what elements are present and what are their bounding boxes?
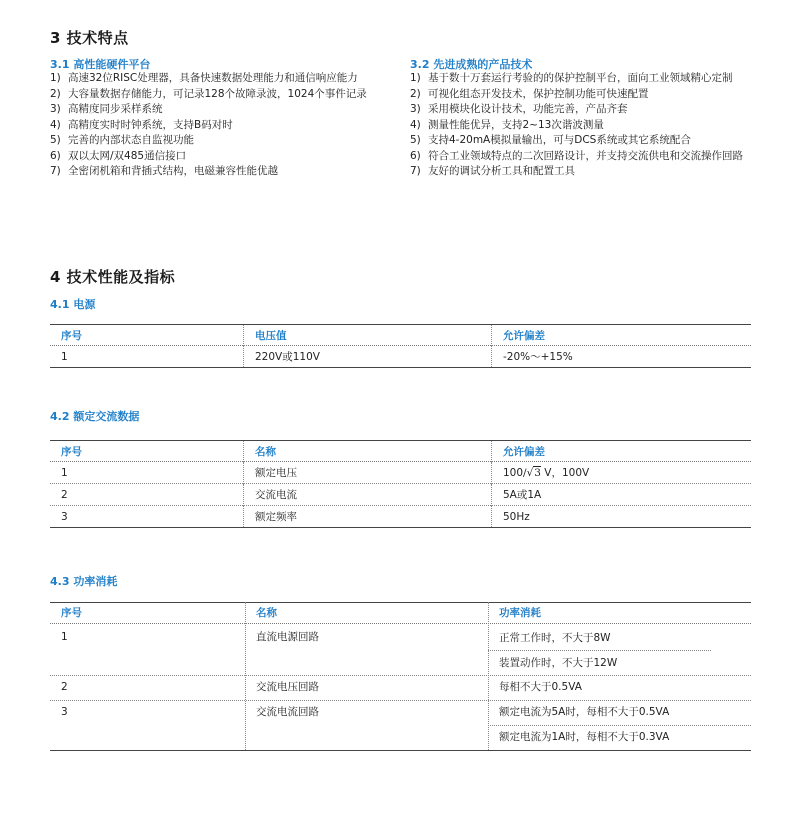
item-number: 7): [50, 165, 61, 177]
table-row: [50, 506, 751, 528]
item-text: 完善的内部状态自监视功能: [68, 134, 194, 146]
item-number: 2): [410, 87, 421, 100]
cell-tolerance: -20%～+15%: [492, 346, 752, 368]
item-text: 大容量数据存储能力，可记录128个故障录波，1024个事件记录: [68, 87, 367, 100]
cell-index: 1: [61, 350, 68, 363]
item-text: 高精度实时时钟系统，支持B码对时: [68, 118, 233, 131]
item-text: 全密闭机箱和背插式结构，电磁兼容性能优越: [68, 165, 278, 177]
power-supply-table: [50, 324, 751, 368]
cell-index: 3: [61, 706, 68, 718]
list-item: [50, 71, 400, 87]
list-item: [410, 149, 755, 165]
section-3-title: 3 技术特点: [50, 29, 129, 47]
list-item: [50, 133, 400, 149]
item-number: 1): [410, 72, 421, 84]
item-number: 5): [50, 134, 61, 146]
cell-index: 2: [61, 681, 68, 693]
list-item: [50, 87, 400, 103]
hardware-feature-list: [50, 71, 400, 180]
section-3-1-title: 3.1 高性能硬件平台: [50, 58, 151, 71]
item-text: 采用模块化设计技术，功能完善，产品齐套: [428, 103, 628, 115]
section-4-1-title: 4.1 电源: [50, 298, 96, 311]
table-bottom-rule: [50, 750, 751, 751]
item-number: 7): [410, 165, 421, 177]
col-header-index: 序号: [61, 445, 82, 458]
item-text: 双以太网/双485通信接口: [68, 149, 187, 162]
cell-index: 3: [61, 510, 68, 523]
cell-tolerance: 50Hz: [492, 506, 752, 528]
item-text: 符合工业领域特点的二次回路设计，并支持交流供电和交流操作回路: [428, 149, 743, 162]
col-header-index: 序号: [61, 607, 82, 619]
cell-name: 额定电压: [244, 462, 492, 484]
cell-power: 额定电流为1A时，每相不大于0.3VA: [499, 731, 670, 743]
sub-row-divider: [488, 650, 711, 651]
col-header-power: 功率消耗: [499, 607, 541, 619]
item-number: 4): [410, 118, 421, 131]
item-number: 3): [50, 103, 61, 115]
item-number: 5): [410, 134, 421, 146]
list-item: [50, 149, 400, 165]
item-text: 基于数十万套运行考验的的保护控制平台，面向工业领域精心定制: [428, 72, 733, 84]
cell-rated-voltage: [492, 462, 752, 484]
cell-power: 装置动作时，不大于12W: [499, 657, 618, 669]
col-header-name: 名称: [244, 441, 492, 462]
item-text: 支持4-20mA模拟量输出，可与DCS系统或其它系统配合: [428, 134, 691, 146]
item-number: 3): [410, 103, 421, 115]
cell-name: 额定频率: [244, 506, 492, 528]
item-number: 2): [50, 87, 61, 100]
cell-index: 2: [61, 488, 68, 501]
col-header-voltage: 电压值: [244, 325, 492, 346]
table-header-row: [50, 325, 751, 346]
table-row: [50, 462, 751, 484]
table-row: [50, 346, 751, 368]
cell-tolerance: 5A或1A: [492, 484, 752, 506]
item-number: 4): [50, 118, 61, 131]
list-item: [410, 71, 755, 87]
item-text: 友好的调试分析工具和配置工具: [428, 165, 575, 177]
list-item: [410, 102, 755, 118]
list-item: [410, 133, 755, 149]
table-header-row: [50, 441, 751, 462]
cell-power: 正常工作时，不大于8W: [499, 632, 611, 644]
table-row: [50, 484, 751, 506]
column-divider: [245, 602, 246, 750]
col-header-index: 序号: [61, 329, 82, 342]
item-number: 6): [410, 149, 421, 162]
list-item: [410, 87, 755, 103]
list-item: [50, 164, 400, 180]
voltage-numerator: 100: [503, 467, 524, 479]
table-header-row: [50, 602, 751, 624]
cell-power: 每相不大于0.5VA: [499, 681, 582, 693]
section-3-2-title: 3.2 先进成熟的产品技术: [410, 58, 533, 71]
item-number: 1): [50, 72, 61, 84]
sqrt-symbol: /√3: [523, 467, 541, 479]
sqrt-radicand: 3: [534, 467, 541, 479]
list-item: [410, 118, 755, 134]
item-text: 高速32位RISC处理器，具备快速数据处理能力和通信响应能力: [68, 72, 358, 84]
cell-name: 交流电流回路: [256, 706, 319, 718]
item-number: 6): [50, 149, 61, 162]
list-item: [50, 118, 400, 134]
voltage-tail: V，100V: [540, 467, 590, 479]
row-divider: [50, 675, 751, 676]
col-header-name: 名称: [256, 607, 277, 619]
list-item: [410, 164, 755, 180]
section-4-3-title: 4.3 功率消耗: [50, 575, 118, 588]
item-text: 高精度同步采样系统: [68, 103, 163, 115]
cell-index: 1: [61, 631, 68, 643]
cell-index: 1: [61, 466, 68, 479]
cell-name: 交流电流: [244, 484, 492, 506]
cell-voltage: 220V或110V: [244, 346, 492, 368]
cell-name: 直流电源回路: [256, 631, 319, 643]
technology-feature-list: [410, 71, 755, 180]
list-item: [50, 102, 400, 118]
section-4-title: 4 技术性能及指标: [50, 268, 176, 286]
col-header-tolerance: 允许偏差: [492, 441, 752, 462]
rated-ac-table: [50, 440, 751, 528]
item-text: 可视化组态开发技术，保护控制功能可快速配置: [428, 87, 649, 100]
section-4-2-title: 4.2 额定交流数据: [50, 410, 140, 423]
col-header-tolerance: 允许偏差: [492, 325, 752, 346]
cell-power: 额定电流为5A时，每相不大于0.5VA: [499, 706, 670, 718]
item-text: 测量性能优异，支持2~13次谐波测量: [428, 118, 604, 131]
cell-name: 交流电压回路: [256, 681, 319, 693]
